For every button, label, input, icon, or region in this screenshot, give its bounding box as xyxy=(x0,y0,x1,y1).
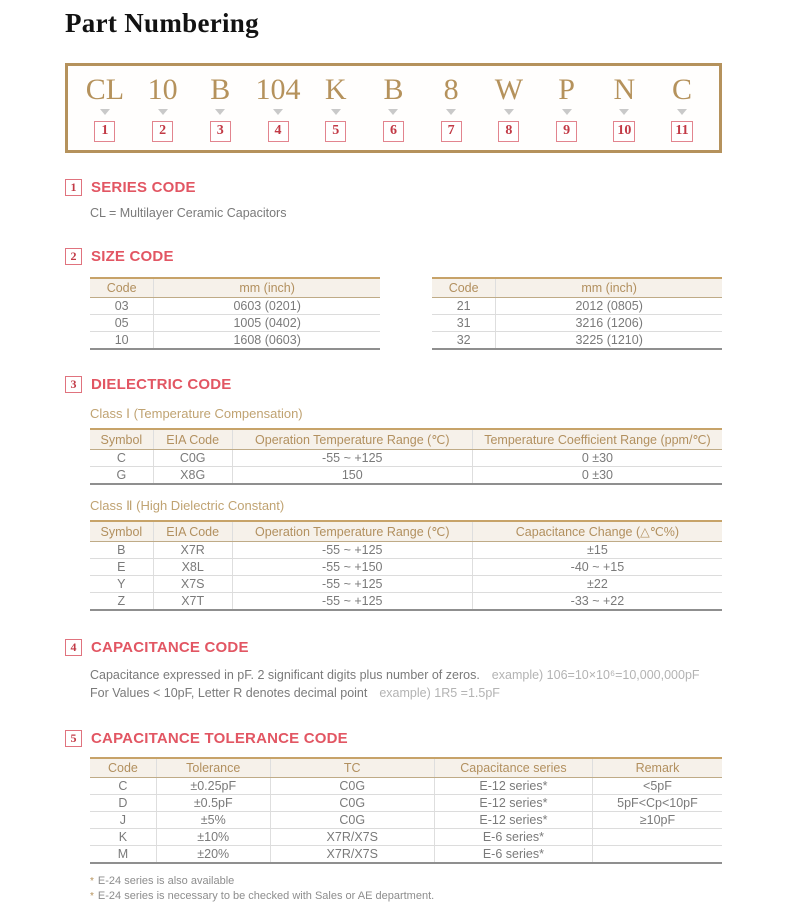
part-code: 8 xyxy=(443,72,459,106)
arrow-down-icon xyxy=(562,109,572,115)
table-header-row xyxy=(90,521,722,542)
table-cell: E-6 series* xyxy=(434,829,592,846)
table-cell: C xyxy=(90,778,156,795)
table-cell: ±20% xyxy=(156,846,270,864)
table-cell: C xyxy=(90,450,153,467)
footnote-line xyxy=(90,889,722,904)
part-segment xyxy=(309,72,363,142)
class2-label: Class Ⅱ (High Dielectric Constant) xyxy=(90,498,285,513)
part-code: B xyxy=(210,72,231,106)
table-header-row xyxy=(90,278,380,298)
section-number-badge: 3 xyxy=(65,376,82,393)
table-cell: D xyxy=(90,795,156,812)
part-segment xyxy=(251,72,305,142)
table-header-cell: Temperature Coefficient Range (ppm/℃) xyxy=(472,429,722,450)
table-cell: E-12 series* xyxy=(434,778,592,795)
part-code: N xyxy=(613,72,636,106)
table-cell: -55 ~ +125 xyxy=(232,450,472,467)
table-cell: 1608 (0603) xyxy=(233,333,301,347)
size-table-right xyxy=(432,277,722,350)
part-code: K xyxy=(324,72,347,106)
table-cell: K xyxy=(90,829,156,846)
table-cell: E-6 series* xyxy=(434,846,592,864)
table-cell: 2012 (0805) xyxy=(496,298,722,315)
table-cell: E-12 series* xyxy=(434,795,592,812)
section-title: CAPACITANCE TOLERANCE CODE xyxy=(91,730,348,747)
table-cell: Y xyxy=(90,576,153,593)
table-cell: 3225 (1210) xyxy=(575,333,643,347)
class1-label: Class Ⅰ (Temperature Compensation) xyxy=(90,406,303,421)
part-segment xyxy=(540,72,594,142)
part-segment xyxy=(193,72,247,142)
part-segment xyxy=(136,72,190,142)
capacitance-code-line2 xyxy=(90,684,722,702)
size-code-tables xyxy=(90,277,722,350)
table-cell: C0G xyxy=(270,795,434,812)
series-code-description: CL = Multilayer Ceramic Capacitors xyxy=(90,206,287,220)
section-tolerance-code-header xyxy=(65,730,722,747)
table-cell: C0G xyxy=(270,812,434,829)
capacitance-rule-text: Capacitance expressed in pF. 2 significant digits plus number of zeros. xyxy=(90,668,480,682)
section-number-badge: 2 xyxy=(65,248,82,265)
capacitance-code-line1 xyxy=(90,666,722,684)
table-cell: X7T xyxy=(153,593,232,611)
table-header-row xyxy=(90,758,722,778)
table-cell: ±15 xyxy=(472,542,722,559)
table-cell: ±0.5pF xyxy=(156,795,270,812)
footnotes xyxy=(90,874,722,904)
arrow-down-icon xyxy=(158,109,168,115)
section-number-badge: 5 xyxy=(65,730,82,747)
table-header-cell: Tolerance xyxy=(156,758,270,778)
table-cell: ±10% xyxy=(156,829,270,846)
part-index-box: 8 xyxy=(498,121,519,142)
table-cell: X8L xyxy=(153,559,232,576)
table-cell: J xyxy=(90,812,156,829)
part-segment xyxy=(655,72,709,142)
table-row xyxy=(90,795,722,812)
part-index-box: 6 xyxy=(383,121,404,142)
section-dielectric-code-header xyxy=(65,376,722,393)
table-cell: -55 ~ +125 xyxy=(232,593,472,611)
section-size-code-header xyxy=(65,248,722,265)
table-cell: X7R/X7S xyxy=(270,846,434,864)
section-capacitance-code-header xyxy=(65,639,722,656)
table-cell: ≥10pF xyxy=(592,812,722,829)
table-row xyxy=(90,559,722,576)
part-index-box: 10 xyxy=(613,121,635,142)
table-row xyxy=(432,332,722,350)
table-header-cell: Code xyxy=(90,758,156,778)
table-cell: E xyxy=(90,559,153,576)
size-table-left-wrap xyxy=(90,277,380,350)
table-header-cell: Operation Temperature Range (℃) xyxy=(232,429,472,450)
table-row xyxy=(90,467,722,485)
table-header-cell: mm (inch) xyxy=(496,278,722,298)
size-table-left xyxy=(90,277,380,350)
table-cell: C0G xyxy=(153,450,232,467)
footnote-text: E-24 series is also available xyxy=(97,875,235,887)
table-cell: 5pF<Cp<10pF xyxy=(592,795,722,812)
table-row xyxy=(90,542,722,559)
table-cell: 150 xyxy=(232,467,472,485)
part-segment xyxy=(366,72,420,142)
table-header-cell: Code xyxy=(432,278,496,298)
part-index-box: 9 xyxy=(556,121,577,142)
table-cell: -33 ~ +22 xyxy=(570,594,625,608)
table-cell: ±0.25pF xyxy=(156,778,270,795)
part-segment xyxy=(482,72,536,142)
section-series-code-header xyxy=(65,179,722,196)
part-index-box: 5 xyxy=(325,121,346,142)
section-title: SERIES CODE xyxy=(91,179,196,196)
part-code: 104 xyxy=(255,72,301,106)
arrow-down-icon xyxy=(677,109,687,115)
part-index-box: 1 xyxy=(94,121,115,142)
table-cell: 0603 (0201) xyxy=(154,298,380,315)
table-row xyxy=(90,778,722,795)
table-header-cell: Operation Temperature Range (℃) xyxy=(232,521,472,542)
table-header-cell: Symbol xyxy=(90,429,153,450)
part-code: P xyxy=(558,72,575,106)
table-cell: E-12 series* xyxy=(434,812,592,829)
section-title: SIZE CODE xyxy=(91,248,174,265)
capacitance-example-text: example) 106=10×10⁶=10,000,000pF xyxy=(491,668,700,682)
part-code: W xyxy=(494,72,524,106)
table-row xyxy=(90,829,722,846)
table-cell xyxy=(592,846,722,864)
capacitance-example-text: example) 1R5 =1.5pF xyxy=(379,686,500,700)
table-row xyxy=(90,593,722,611)
table-header-cell: EIA Code xyxy=(153,521,232,542)
table-cell: -40 ~ +15 xyxy=(472,559,722,576)
table-row xyxy=(90,315,380,332)
table-cell: M xyxy=(90,846,156,864)
arrow-down-icon xyxy=(100,109,110,115)
arrow-down-icon xyxy=(619,109,629,115)
table-cell: Z xyxy=(90,593,153,611)
table-cell: 1005 (0402) xyxy=(154,315,380,332)
capacitance-rule-text: For Values < 10pF, Letter R denotes decimal point xyxy=(90,686,368,700)
section-title: DIELECTRIC CODE xyxy=(91,376,232,393)
table-cell: C0G xyxy=(270,778,434,795)
part-code: C xyxy=(672,72,693,106)
table-cell xyxy=(592,829,722,846)
table-row xyxy=(90,812,722,829)
table-cell: B xyxy=(90,542,153,559)
part-index-box: 7 xyxy=(441,121,462,142)
table-cell: G xyxy=(90,467,153,485)
table-cell: ±5% xyxy=(156,812,270,829)
asterisk-icon: * xyxy=(90,876,94,887)
table-row xyxy=(90,332,380,350)
arrow-down-icon xyxy=(331,109,341,115)
table-cell: X8G xyxy=(153,467,232,485)
footnote-line xyxy=(90,874,722,889)
table-header-row xyxy=(432,278,722,298)
table-row xyxy=(90,846,722,864)
table-cell: <5pF xyxy=(592,778,722,795)
part-segment xyxy=(597,72,651,142)
size-table-right-wrap xyxy=(432,277,722,350)
table-header-cell: Remark xyxy=(592,758,722,778)
table-row xyxy=(90,298,380,315)
page-title: Part Numbering xyxy=(65,8,259,38)
table-cell: X7S xyxy=(153,576,232,593)
arrow-down-icon xyxy=(446,109,456,115)
arrow-down-icon xyxy=(215,109,225,115)
part-code: B xyxy=(383,72,404,106)
table-header-cell: mm (inch) xyxy=(154,278,380,298)
table-cell: 3216 (1206) xyxy=(496,315,722,332)
table-header-cell: Code xyxy=(90,278,154,298)
table-header-cell: Capacitance series xyxy=(434,758,592,778)
part-segment xyxy=(78,72,132,142)
table-header-row xyxy=(90,429,722,450)
part-index-box: 11 xyxy=(671,121,692,142)
table-cell: ±22 xyxy=(472,576,722,593)
table-cell: X7R/X7S xyxy=(270,829,434,846)
tolerance-table xyxy=(90,757,722,864)
table-cell: X7R xyxy=(153,542,232,559)
section-number-badge: 1 xyxy=(65,179,82,196)
table-cell: 31 xyxy=(432,315,496,332)
part-code: 10 xyxy=(147,72,178,106)
section-number-badge: 4 xyxy=(65,639,82,656)
table-cell: 21 xyxy=(432,298,496,315)
table-cell: 05 xyxy=(90,315,154,332)
part-segment xyxy=(424,72,478,142)
part-number-box xyxy=(65,63,722,153)
part-code: CL xyxy=(85,72,125,106)
arrow-down-icon xyxy=(504,109,514,115)
table-cell: 32 xyxy=(432,332,496,350)
table-row xyxy=(432,315,722,332)
section-title: CAPACITANCE CODE xyxy=(91,639,249,656)
table-header-cell: TC xyxy=(270,758,434,778)
arrow-down-icon xyxy=(388,109,398,115)
footnote-text: E-24 series is necessary to be checked with Sales or AE department. xyxy=(97,890,435,902)
asterisk-icon: * xyxy=(90,891,94,902)
dielectric-class1-table xyxy=(90,428,722,485)
dielectric-class2-table xyxy=(90,520,722,611)
part-index-box: 3 xyxy=(210,121,231,142)
part-index-box: 2 xyxy=(152,121,173,142)
table-cell: -55 ~ +125 xyxy=(232,542,472,559)
table-cell: 0 ±30 xyxy=(472,450,722,467)
table-header-cell: Symbol xyxy=(90,521,153,542)
table-row xyxy=(90,576,722,593)
table-cell: -55 ~ +125 xyxy=(232,576,472,593)
table-header-cell: EIA Code xyxy=(153,429,232,450)
table-cell: 0 ±30 xyxy=(581,468,614,482)
arrow-down-icon xyxy=(273,109,283,115)
table-row xyxy=(90,450,722,467)
part-index-box: 4 xyxy=(268,121,289,142)
table-row xyxy=(432,298,722,315)
table-cell: -55 ~ +150 xyxy=(232,559,472,576)
table-header-cell: Capacitance Change (△℃%) xyxy=(472,521,722,542)
table-cell: 03 xyxy=(90,298,154,315)
table-cell: 10 xyxy=(90,332,154,350)
